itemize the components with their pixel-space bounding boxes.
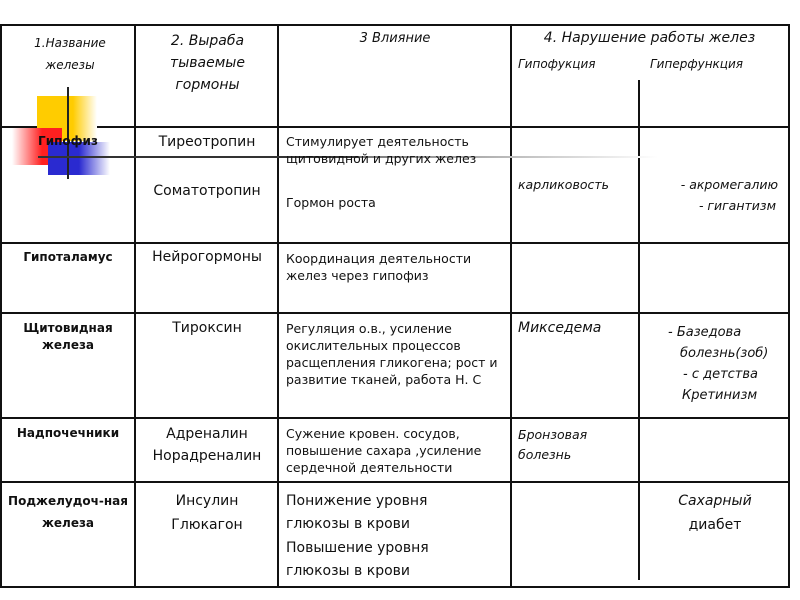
hormone: Соматотропин <box>153 183 261 199</box>
effect: Повышение уровня глюкозы в крови <box>286 540 429 579</box>
divider <box>0 126 790 128</box>
header-col2: 2. Выраба тываемые гормоны <box>170 33 245 93</box>
effect: Гормон роста <box>286 195 376 210</box>
hyperfunction: Кретинизм <box>682 388 758 403</box>
effect: Регуляция о.в., усиление окислительных процессов расщепления гликогена; рост и развитие тканей, работа Н. С <box>286 321 498 387</box>
header-hyperfunction: Гиперфункция <box>650 57 743 71</box>
gland-name: Гипоталамус <box>23 250 113 264</box>
hypofunction: карликовость <box>518 177 609 192</box>
hormone: Инсулин <box>175 493 239 509</box>
hyperfunction: - акромегалию <box>680 177 778 192</box>
divider <box>510 24 512 588</box>
gland-name: Щитовидная железа <box>23 321 113 352</box>
hormone: Тиреотропин <box>158 134 256 150</box>
hormone: Тироксин <box>172 320 242 336</box>
hyperfunction: - гигантизм <box>698 198 776 213</box>
hyperfunction: болезнь(зоб) <box>680 346 769 361</box>
gland-name: Надпочечники <box>16 426 120 440</box>
header-col3: 3 Влияние <box>359 31 431 46</box>
effect: Координация деятельности желез через гипофиз <box>286 251 472 283</box>
hyperfunction: Сахарный <box>678 493 752 509</box>
hyperfunction: - с детства <box>683 367 759 382</box>
gland-name: Гипофиз <box>38 134 98 148</box>
header-col1: 1.Название железы <box>34 36 106 72</box>
hormone: Глюкагон <box>171 517 243 533</box>
hormone: Адреналин <box>166 426 248 442</box>
effect: Понижение уровня глюкозы в крови <box>286 493 428 532</box>
divider <box>0 417 790 419</box>
header-hypofunction: Гипофукция <box>518 57 596 71</box>
divider <box>0 481 790 483</box>
hyperfunction: диабет <box>688 517 742 533</box>
effect: Стимулирует деятельность щитовидной и других желез <box>286 134 477 166</box>
hormone: Нейрогормоны <box>152 249 262 265</box>
hypofunction: Бронзовая болезнь <box>518 427 588 462</box>
hypofunction: Микседема <box>518 320 602 336</box>
divider <box>0 312 790 314</box>
divider <box>0 242 790 244</box>
hyperfunction: - Базедова <box>668 325 742 340</box>
effect: Сужение кровен. сосудов, повышение сахара ,усиление сердечной деятельности <box>286 426 482 475</box>
hormone: Норадреналин <box>152 448 262 464</box>
gland-name: Поджелудоч-ная железа <box>8 494 128 530</box>
header-col4: 4. Нарушение работы желез <box>543 30 756 46</box>
